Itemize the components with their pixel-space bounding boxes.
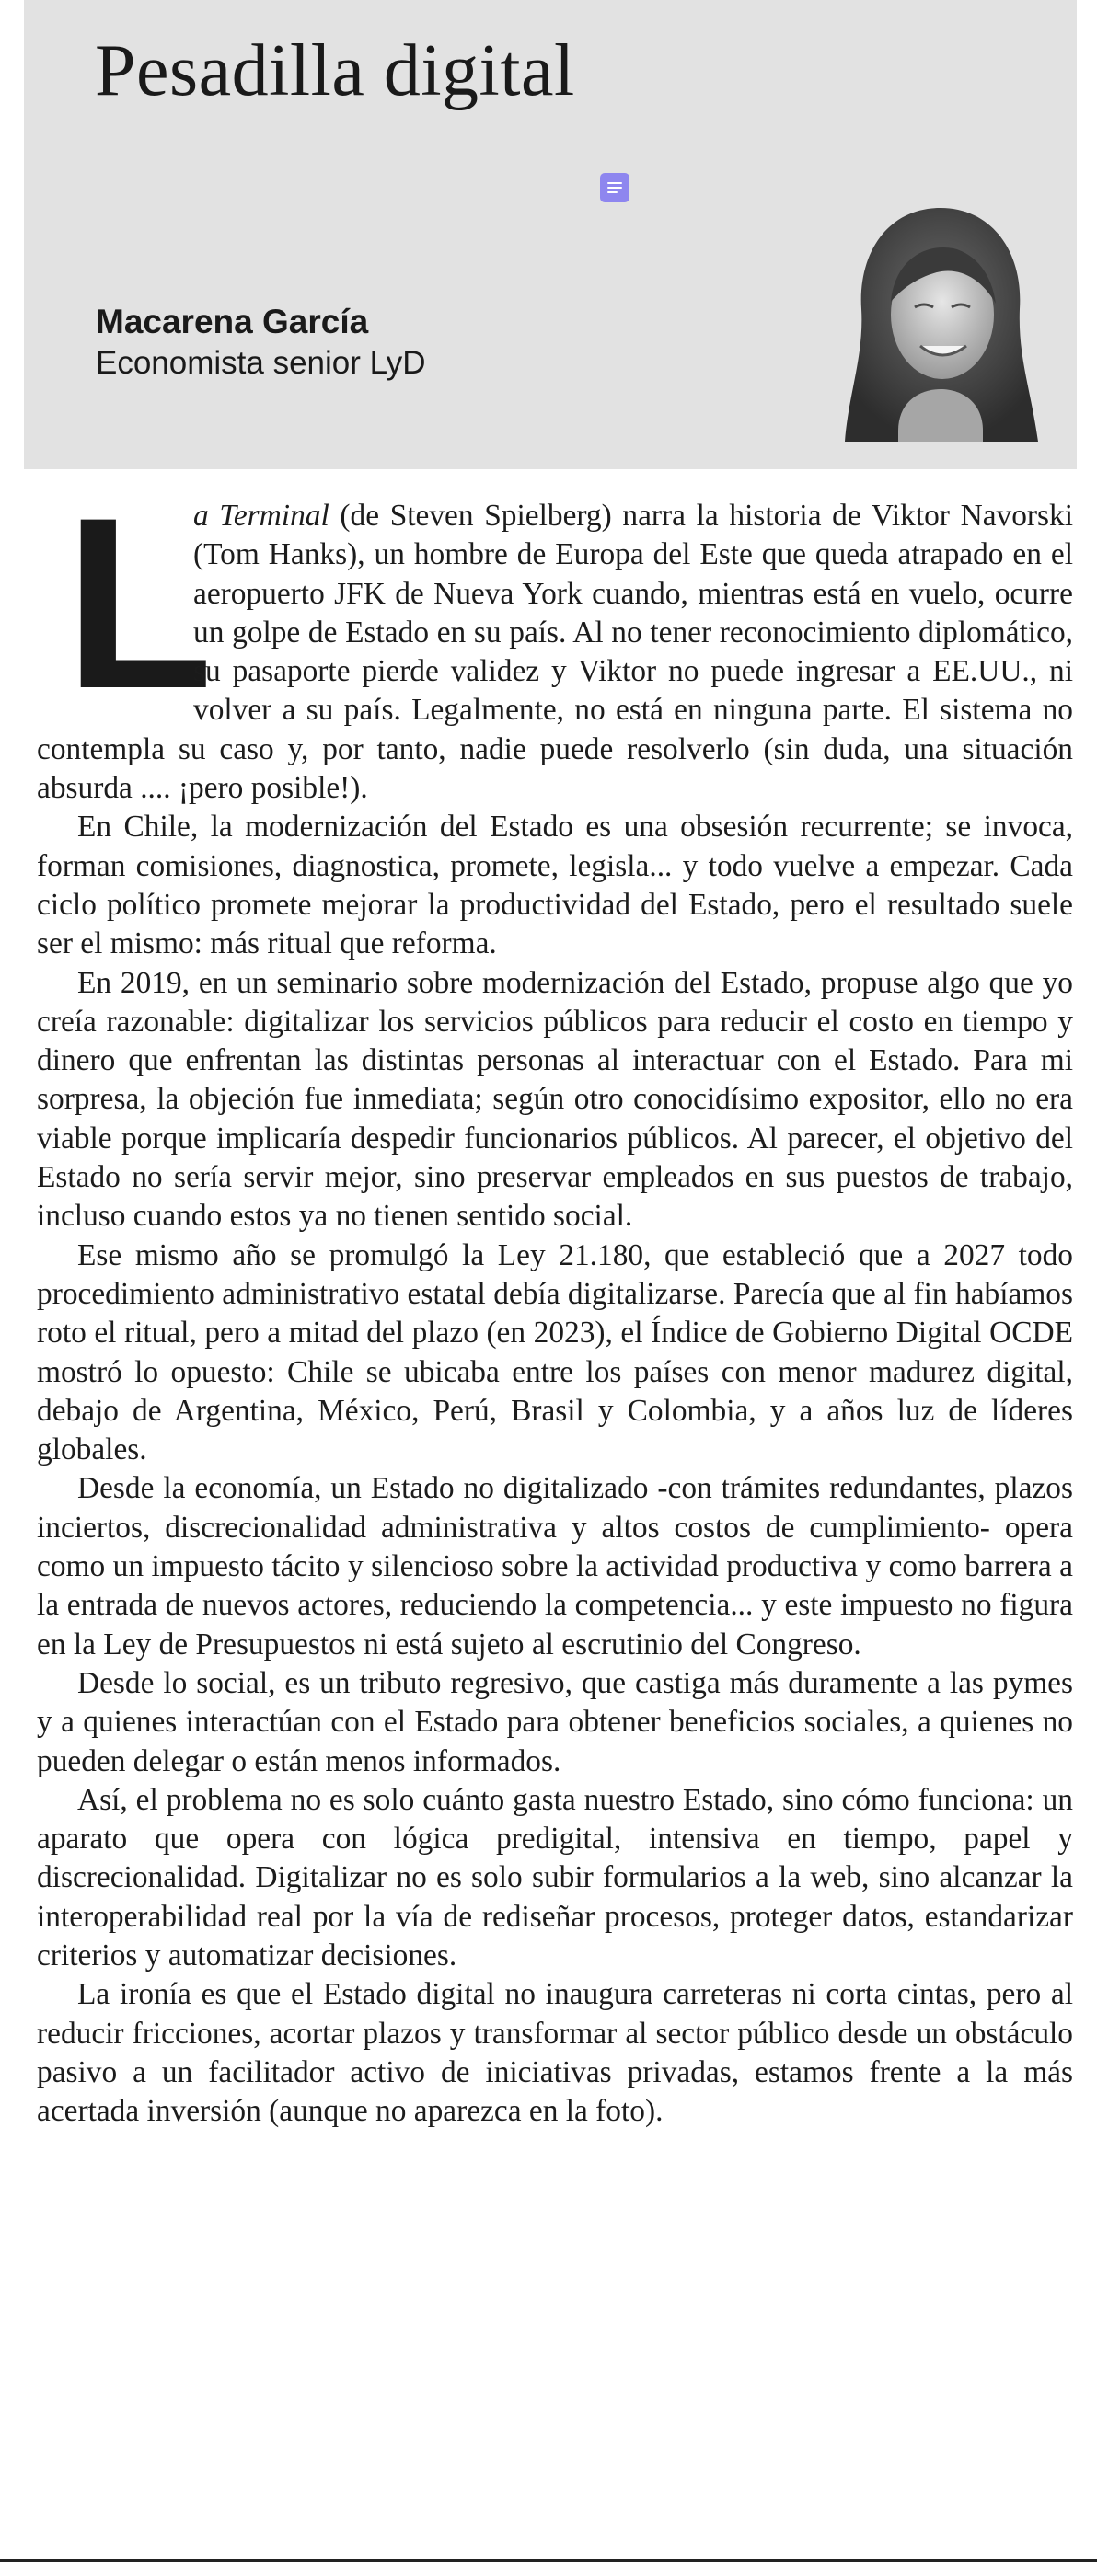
article-title: Pesadilla digital bbox=[95, 30, 575, 111]
author-role: Economista senior LyD bbox=[96, 345, 426, 381]
article-paragraph: La ironía es que el Estado digital no inaugura carreteras ni corta cintas, pero al reducir fricciones, acortar plazos y transformar al sector público desde un obstáculo pasivo a un facilitador activo de iniciativas privadas, estamos frente a la más acertada inversión (aunque no aparezca en la foto). bbox=[37, 1977, 1073, 2129]
article-header bbox=[24, 0, 1077, 469]
article-paragraph: Desde lo social, es un tributo regresivo, que castiga más duramente a las pymes y a quienes interactúan con el Estado para obtener beneficios sociales, a quienes no pueden delegar o están menos informados. bbox=[37, 1665, 1073, 1778]
article-body bbox=[37, 467, 1073, 2131]
author-portrait bbox=[834, 201, 1047, 442]
paragraph-text: (de Steven Spielberg) narra la historia de Viktor Navorski (Tom Hanks), un hombre de Europa del Este que queda atrapado en el aeropuerto JFK de Nueva York cuando, mientras está en vuelo, ocurre un golpe de Estado en su país. Al no tener reconocimiento diplomático, su pasaporte pierde validez y Viktor no puede ingresar a EE.UU., ni volver a su país. Legalmente, no está en ninguna parte. El sistema no contempla su caso y, por tanto, nadie puede resolverlo (sin duda, una situación absurda .... ¡pero posible!). bbox=[37, 499, 1073, 806]
article-paragraph: En Chile, la modernización del Estado es una obsesión recurrente; se invoca, forman comisiones, diagnostica, promete, legisla... y todo vuelve a empezar. Cada ciclo político promete mejorar la productividad del Estado, pero el resultado suele ser el mismo: más ritual que reforma. bbox=[37, 810, 1073, 961]
article-paragraph: Así, el problema no es solo cuánto gasta nuestro Estado, sino cómo funciona: un aparato que opera con lógica predigital, intensiva en tiempo, papel y discrecionalidad. Digitalizar no es solo subir formularios a la web, sino alcanzar la interoperabilidad real por la vía de rediseñar procesos, proteger datos, estandarizar criterios y automatizar decisiones. bbox=[37, 1782, 1073, 1972]
article-paragraph: Ese mismo año se promulgó la Ley 21.180, que estableció que a 2027 todo procedimiento administrativo estatal debía digitalizarse. Parecía que al fin habíamos roto el ritual, pero a mitad del plazo (en 2023), el Índice de Gobierno Digital OCDE mostró lo opuesto: Chile se ubicaba entre los países con menor madurez digital, debajo de Argentina, México, Perú, Brasil y Colombia, y a años luz de líderes globales. bbox=[37, 1237, 1073, 1467]
author-name: Macarena García bbox=[96, 303, 369, 340]
svg-text:L: L bbox=[64, 467, 214, 740]
article-paragraph: En 2019, en un seminario sobre modernización del Estado, propuse algo que yo creía razonable: digitalizar los servicios públicos para reducir el costo en tiempo y dinero que enfrentan las distintas personas al interactuar con el Estado. Para mi sorpresa, la objeción fue inmediata; según otro conocidísimo expositor, ello no era viable porque implicaría despedir funcionarios públicos. Al parecer, el objetivo del Estado no sería servir mejor, sino preservar empleados en sus puestos de trabajo, incluso cuando estos ya no tienen sentido social. bbox=[37, 965, 1073, 1234]
film-title: a Terminal bbox=[193, 499, 329, 533]
article-paragraph bbox=[37, 467, 1073, 808]
bottom-divider bbox=[0, 2559, 1097, 2562]
article-paragraph: Desde la economía, un Estado no digitalizado -con trámites redundantes, plazos inciertos, discrecionalidad administrativa y altos costos de cumplimiento- opera como un impuesto tácito y silencioso sobre la actividad productiva y como barrera a la entrada de nuevos actores, reduciendo la competencia... y este impuesto no figura en la Ley de Presupuestos ni está sujeto al escrutinio del Congreso. bbox=[37, 1471, 1073, 1662]
menu-lines-icon[interactable] bbox=[600, 173, 629, 202]
drop-cap bbox=[64, 467, 214, 740]
